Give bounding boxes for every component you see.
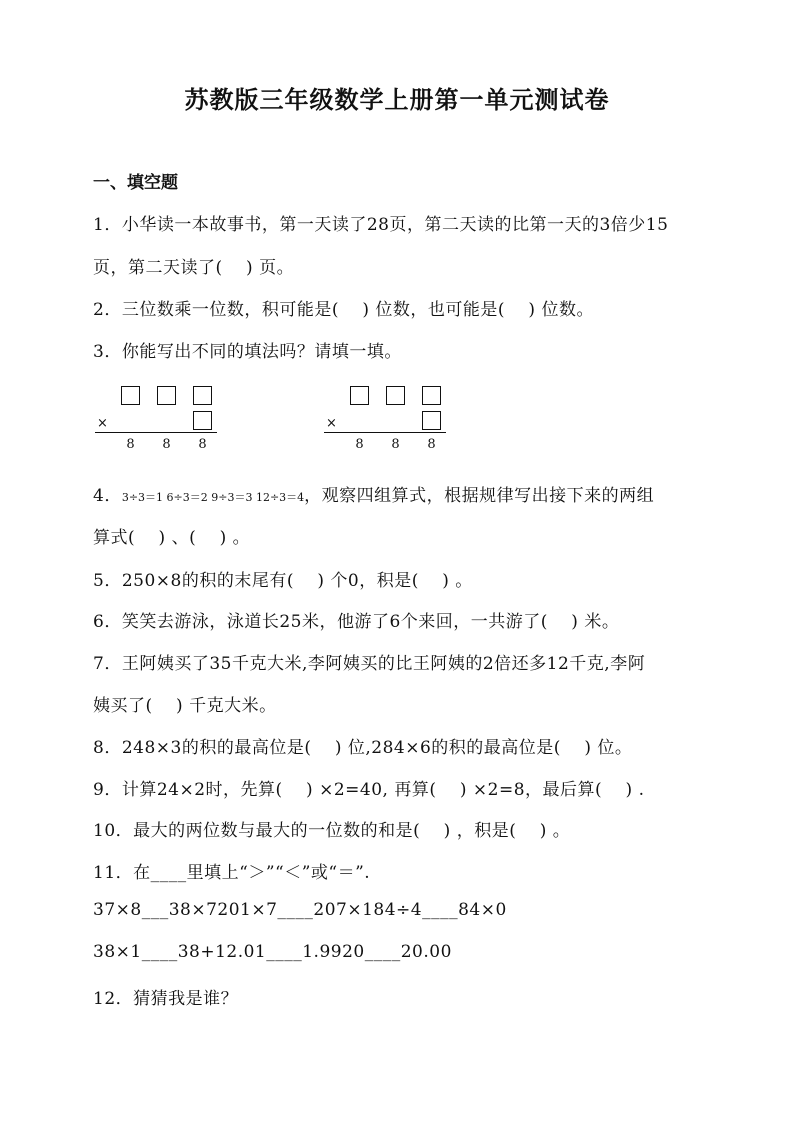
question-9: 9．计算24×2时，先算( ) ×2=40, 再算( ) ×2=8，最后算( ) . — [93, 780, 645, 800]
multiplication-puzzle-right — [322, 382, 452, 457]
product-digit: 8 — [391, 437, 400, 452]
question-4-number: 4． — [93, 486, 122, 506]
question-4-line-2: 算式( ) 、( ) 。 — [93, 528, 251, 548]
digit-box[interactable] — [193, 411, 212, 430]
question-11-row-2: 38×1____38+12.01____1.9920____20.00 — [93, 942, 452, 962]
question-2: 2．三位数乘一位数，积可能是( ) 位数，也可能是( ) 位数。 — [93, 300, 594, 320]
question-5: 5．250×8的积的末尾有( ) 个0，积是( ) 。 — [93, 571, 473, 591]
question-3: 3．你能写出不同的填法吗？请填一填。 — [93, 342, 402, 362]
multiplication-puzzle-left — [93, 382, 223, 457]
question-1-line-2: 页，第二天读了( ) 页。 — [93, 258, 295, 278]
times-sign: × — [97, 416, 108, 431]
product-digit: 8 — [355, 437, 364, 452]
question-11-row-1: 37×8___38×7201×7____207×184÷4____84×0 — [93, 900, 507, 920]
digit-box[interactable] — [422, 386, 441, 405]
times-sign: × — [326, 416, 337, 431]
question-12: 12．猜猜我是谁？ — [93, 989, 239, 1009]
question-8: 8．248×3的积的最高位是( ) 位,284×6的积的最高位是( ) 位。 — [93, 738, 633, 758]
question-7-line-2: 姨买了( ) 千克大米。 — [93, 696, 277, 716]
section-heading: 一、填空题 — [93, 173, 178, 193]
question-4-text: ，观察四组算式，根据规律写出接下来的两组 — [304, 486, 655, 506]
digit-box[interactable] — [386, 386, 405, 405]
digit-box[interactable] — [157, 386, 176, 405]
underline-rule — [95, 432, 217, 433]
question-6: 6．笑笑去游泳，泳道长25米，他游了6个来回，一共游了( ) 米。 — [93, 612, 620, 632]
page-title: 苏教版三年级数学上册第一单元测试卷 — [184, 85, 610, 114]
underline-rule — [324, 432, 446, 433]
digit-box[interactable] — [193, 386, 212, 405]
question-11: 11．在____里填上“＞”“＜”或“＝”. — [93, 863, 371, 883]
product-digit: 8 — [427, 437, 436, 452]
product-digit: 8 — [198, 437, 207, 452]
product-digit: 8 — [126, 437, 135, 452]
digit-box[interactable] — [350, 386, 369, 405]
question-4-formula: 3÷3＝1 6÷3＝2 9÷3＝3 12÷3＝4 — [121, 491, 305, 504]
question-4-line-1 — [93, 481, 654, 506]
digit-box[interactable] — [121, 386, 140, 405]
product-digit: 8 — [162, 437, 171, 452]
question-10: 10．最大的两位数与最大的一位数的和是( ) ，积是( ) 。 — [93, 821, 571, 841]
digit-box[interactable] — [422, 411, 441, 430]
question-1-line-1: 1．小华读一本故事书，第一天读了28页，第二天读的比第一天的3倍少15 — [93, 215, 669, 235]
question-7-line-1: 7．王阿姨买了35千克大米,李阿姨买的比王阿姨的2倍还多12千克,李阿 — [93, 654, 646, 674]
